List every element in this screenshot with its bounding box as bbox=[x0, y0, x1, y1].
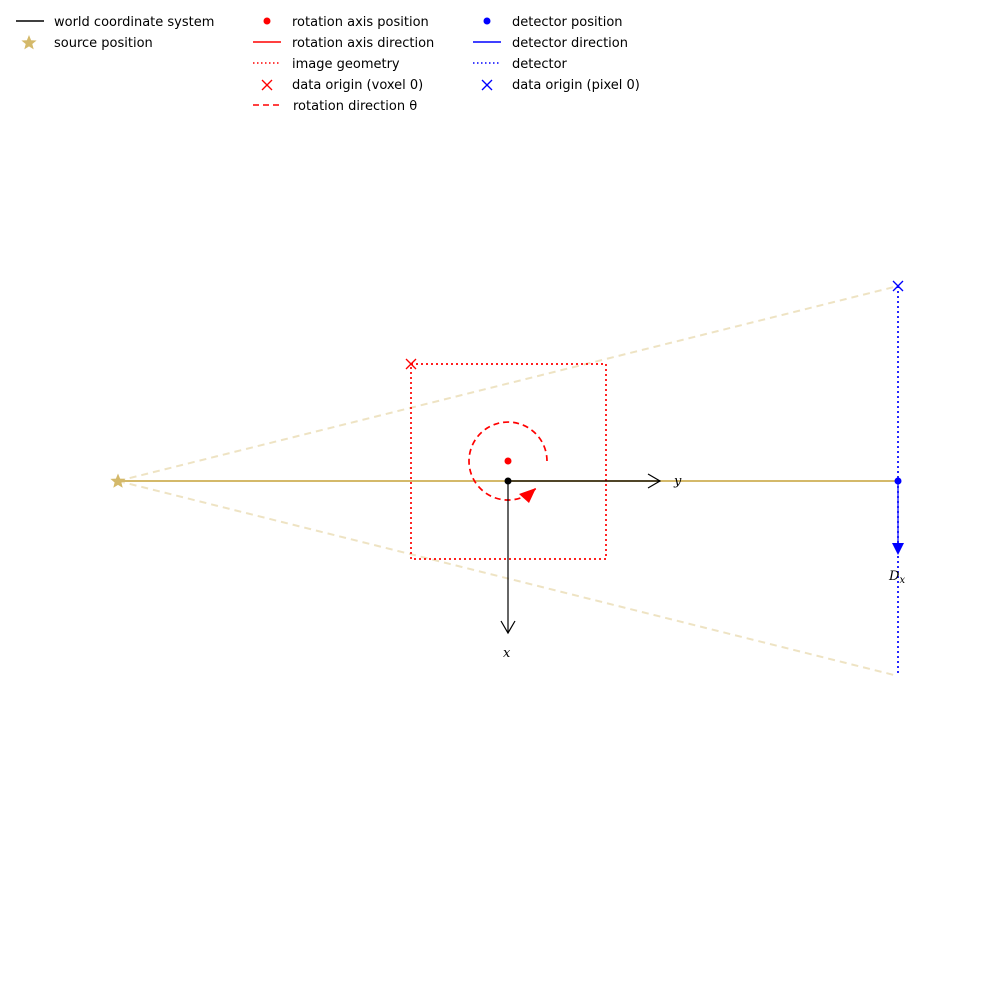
rotation-axis-position bbox=[505, 458, 512, 465]
cross-icon bbox=[482, 80, 492, 90]
legend-item-detector-direction bbox=[473, 36, 628, 51]
legend-label: detector bbox=[512, 57, 567, 72]
blue-dot-icon bbox=[484, 18, 491, 25]
legend-label: detector position bbox=[512, 15, 623, 30]
legend-item-rotation-axis-position bbox=[264, 15, 429, 30]
beam-edge-upper bbox=[118, 286, 898, 481]
legend-label: rotation axis position bbox=[292, 15, 429, 30]
legend-item-detector-position bbox=[484, 15, 623, 30]
legend-label: data origin (pixel 0) bbox=[512, 78, 640, 93]
legend-item-rotation-direction bbox=[253, 99, 417, 114]
legend-label: world coordinate system bbox=[54, 15, 215, 30]
legend-item-source-position bbox=[21, 35, 152, 51]
legend-item-image-geometry bbox=[253, 57, 400, 72]
red-dot-icon bbox=[264, 18, 271, 25]
legend-item-rotation-axis-direction bbox=[253, 36, 434, 51]
detector-position bbox=[895, 478, 902, 485]
detector-direction-label-main: D bbox=[889, 569, 900, 584]
source-position-star-icon bbox=[110, 474, 125, 488]
legend-label: image geometry bbox=[292, 57, 400, 72]
legend bbox=[16, 15, 640, 114]
legend-label: source position bbox=[54, 36, 153, 51]
detector-direction-arrowhead-icon bbox=[892, 543, 904, 555]
axis-label-x: x bbox=[503, 646, 511, 661]
legend-item-data-origin-pixel bbox=[482, 78, 640, 93]
cross-icon bbox=[262, 80, 272, 90]
legend-label: rotation direction θ bbox=[293, 99, 418, 114]
legend-label: rotation axis direction bbox=[292, 36, 435, 51]
pixel-origin-cross-icon bbox=[893, 281, 903, 291]
rotation-arrowhead-icon bbox=[519, 488, 536, 503]
legend-item-detector bbox=[473, 57, 568, 72]
legend-item-data-origin-voxel bbox=[262, 78, 423, 93]
legend-label: data origin (voxel 0) bbox=[292, 78, 424, 93]
star-icon bbox=[21, 35, 36, 49]
world-origin bbox=[505, 478, 512, 485]
axis-label-y: y bbox=[674, 474, 682, 489]
legend-label: detector direction bbox=[512, 36, 628, 51]
detector-direction-label-sub: x bbox=[899, 575, 906, 586]
detector-direction-label bbox=[888, 569, 905, 586]
legend-item-world-coordinate-system bbox=[16, 15, 214, 30]
